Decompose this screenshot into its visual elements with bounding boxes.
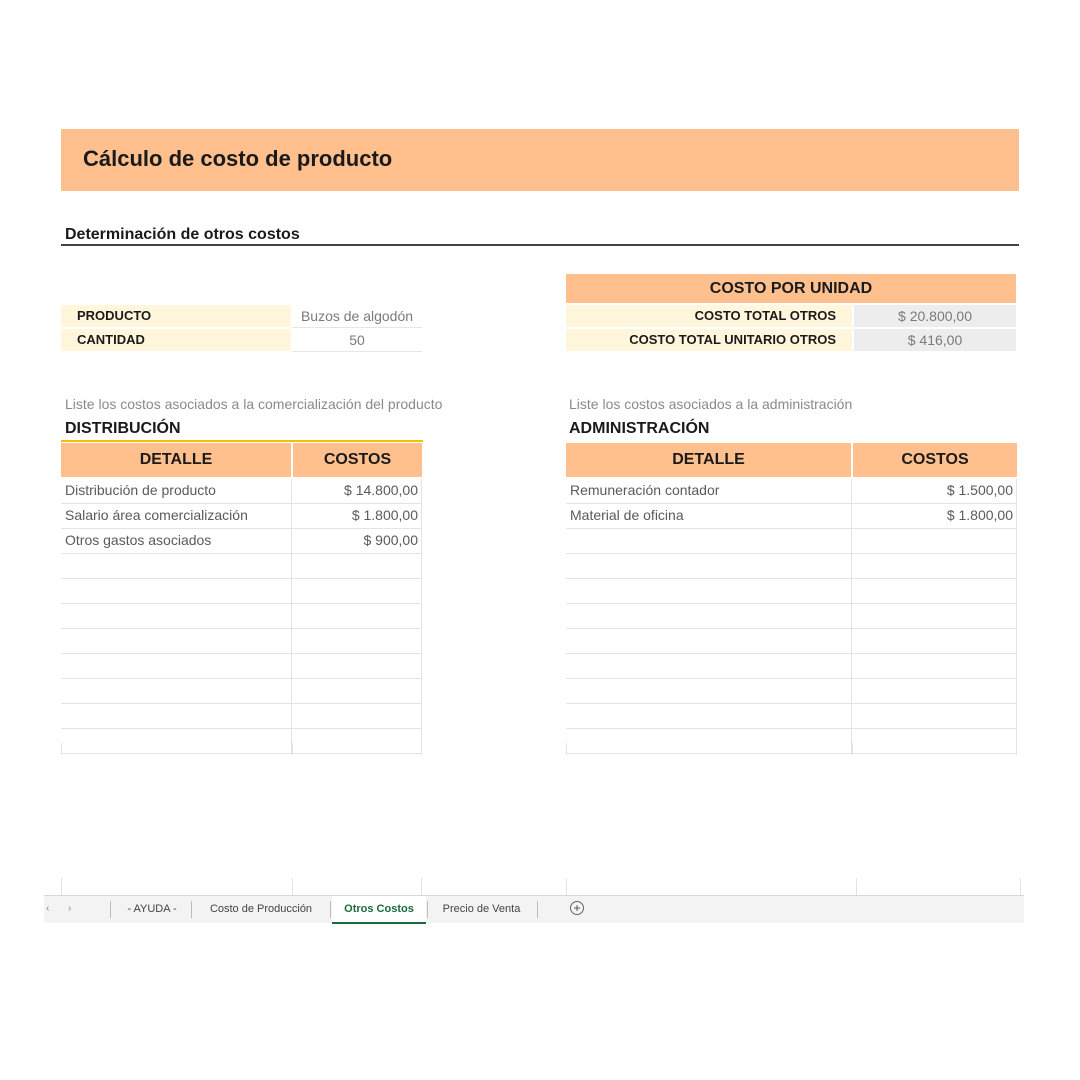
distribution-cost-cell[interactable] (292, 654, 422, 679)
grid-line (421, 743, 422, 755)
distribution-underline (61, 440, 423, 442)
product-value-cell[interactable]: Buzos de algodón (292, 305, 422, 328)
administration-row (566, 654, 1017, 679)
administration-detail-cell[interactable] (566, 529, 852, 554)
administration-row (566, 554, 1017, 579)
distribution-cost-cell[interactable] (292, 604, 422, 629)
distribution-title: DISTRIBUCIÓN (65, 420, 181, 437)
unit-other-cost-value[interactable]: $ 416,00 (854, 329, 1016, 351)
administration-row (566, 629, 1017, 654)
grid-line (61, 878, 62, 895)
product-label: PRODUCTO (61, 305, 291, 327)
administration-detail-cell[interactable] (566, 729, 852, 754)
distribution-row (61, 729, 422, 754)
administration-detail-cell[interactable] (566, 704, 852, 729)
distribution-row (61, 479, 422, 504)
distribution-cost-cell[interactable] (292, 729, 422, 754)
distribution-row (61, 704, 422, 729)
distribution-cost-cell[interactable] (292, 704, 422, 729)
administration-row (566, 679, 1017, 704)
total-other-cost-label: COSTO TOTAL OTROS (566, 305, 852, 327)
distribution-cost-cell[interactable]: $ 900,00 (292, 529, 422, 554)
distribution-cost-cell[interactable]: $ 1.800,00 (292, 504, 422, 529)
administration-detail-cell[interactable] (566, 579, 852, 604)
administration-row (566, 579, 1017, 604)
administration-detail-cell[interactable] (566, 604, 852, 629)
grid-line (1020, 878, 1021, 895)
administration-table (566, 479, 1017, 754)
administration-cost-cell[interactable]: $ 1.500,00 (852, 479, 1017, 504)
distribution-detail-cell[interactable] (61, 704, 292, 729)
section-heading: Determinación de otros costos (65, 226, 300, 243)
distribution-hint: Liste los costos asociados a la comercialización del producto (65, 396, 443, 412)
administration-row (566, 529, 1017, 554)
quantity-value-cell[interactable]: 50 (292, 329, 422, 352)
grid-line (292, 743, 293, 755)
distribution-table (61, 479, 422, 754)
quantity-label: CANTIDAD (61, 329, 291, 351)
administration-cost-cell[interactable] (852, 704, 1017, 729)
tab-precio-de-venta[interactable]: Precio de Venta (442, 903, 521, 915)
distribution-detail-cell[interactable] (61, 629, 292, 654)
distribution-cost-cell[interactable] (292, 579, 422, 604)
scroll-left-icon[interactable]: ‹ (46, 903, 50, 914)
administration-row (566, 479, 1017, 504)
distribution-row (61, 604, 422, 629)
tab-separator (537, 901, 538, 918)
administration-detail-cell[interactable] (566, 679, 852, 704)
distribution-row (61, 579, 422, 604)
distribution-cost-cell[interactable] (292, 679, 422, 704)
unit-other-cost-label: COSTO TOTAL UNITARIO OTROS (566, 329, 852, 351)
unit-cost-header: COSTO POR UNIDAD (566, 274, 1016, 303)
administration-cost-cell[interactable] (852, 654, 1017, 679)
administration-title: ADMINISTRACIÓN (569, 420, 710, 437)
administration-row (566, 704, 1017, 729)
tab-separator (110, 901, 111, 918)
grid-line (421, 878, 422, 895)
tab-separator (427, 901, 428, 918)
administration-cost-cell[interactable] (852, 629, 1017, 654)
total-other-cost-value[interactable]: $ 20.800,00 (854, 305, 1016, 327)
grid-line (852, 743, 853, 755)
distribution-detail-cell[interactable] (61, 654, 292, 679)
distribution-detail-header: DETALLE (61, 443, 291, 477)
distribution-row (61, 629, 422, 654)
scroll-right-icon[interactable]: › (68, 903, 72, 914)
administration-row (566, 504, 1017, 529)
administration-detail-cell[interactable] (566, 654, 852, 679)
administration-row (566, 604, 1017, 629)
administration-cost-cell[interactable]: $ 1.800,00 (852, 504, 1017, 529)
grid-line (566, 878, 567, 895)
distribution-detail-cell[interactable] (61, 579, 292, 604)
distribution-cost-cell[interactable] (292, 629, 422, 654)
distribution-cost-header: COSTOS (293, 443, 422, 477)
administration-detail-cell[interactable]: Remuneración contador (566, 479, 852, 504)
page-title: Cálculo de costo de producto (83, 146, 393, 171)
administration-cost-header: COSTOS (853, 443, 1017, 477)
tab-separator (330, 901, 331, 918)
distribution-row (61, 654, 422, 679)
distribution-detail-cell[interactable] (61, 554, 292, 579)
administration-cost-cell[interactable] (852, 729, 1017, 754)
distribution-row (61, 529, 422, 554)
distribution-row (61, 554, 422, 579)
administration-detail-cell[interactable] (566, 629, 852, 654)
distribution-detail-cell[interactable] (61, 679, 292, 704)
tab-ayuda[interactable]: - AYUDA - (127, 903, 177, 915)
distribution-detail-cell[interactable]: Otros gastos asociados (61, 529, 292, 554)
distribution-row (61, 679, 422, 704)
tab-costo-de-produccion[interactable]: Costo de Producción (209, 903, 313, 915)
sheet-tab-bar (44, 895, 1024, 923)
tab-separator (191, 901, 192, 918)
distribution-cost-cell[interactable] (292, 554, 422, 579)
distribution-detail-cell[interactable] (61, 729, 292, 754)
distribution-row (61, 504, 422, 529)
administration-cost-cell[interactable] (852, 604, 1017, 629)
administration-hint: Liste los costos asociados a la administración (569, 396, 853, 412)
administration-row (566, 729, 1017, 754)
administration-detail-cell[interactable]: Material de oficina (566, 504, 852, 529)
tab-otros-costos[interactable]: Otros Costos (332, 896, 426, 924)
distribution-detail-cell[interactable] (61, 604, 292, 629)
distribution-cost-cell[interactable]: $ 14.800,00 (292, 479, 422, 504)
grid-line (292, 878, 293, 895)
add-sheet-icon[interactable]: + (570, 901, 584, 915)
grid-line (856, 878, 857, 895)
administration-detail-header: DETALLE (566, 443, 851, 477)
administration-cost-cell[interactable] (852, 579, 1017, 604)
grid-line (61, 743, 62, 755)
section-divider (61, 244, 1019, 246)
grid-line (1016, 743, 1017, 755)
administration-cost-cell[interactable] (852, 529, 1017, 554)
grid-line (566, 743, 567, 755)
distribution-detail-cell[interactable]: Salario área comercialización (61, 504, 292, 529)
distribution-detail-cell[interactable]: Distribución de producto (61, 479, 292, 504)
administration-cost-cell[interactable] (852, 554, 1017, 579)
administration-detail-cell[interactable] (566, 554, 852, 579)
administration-cost-cell[interactable] (852, 679, 1017, 704)
